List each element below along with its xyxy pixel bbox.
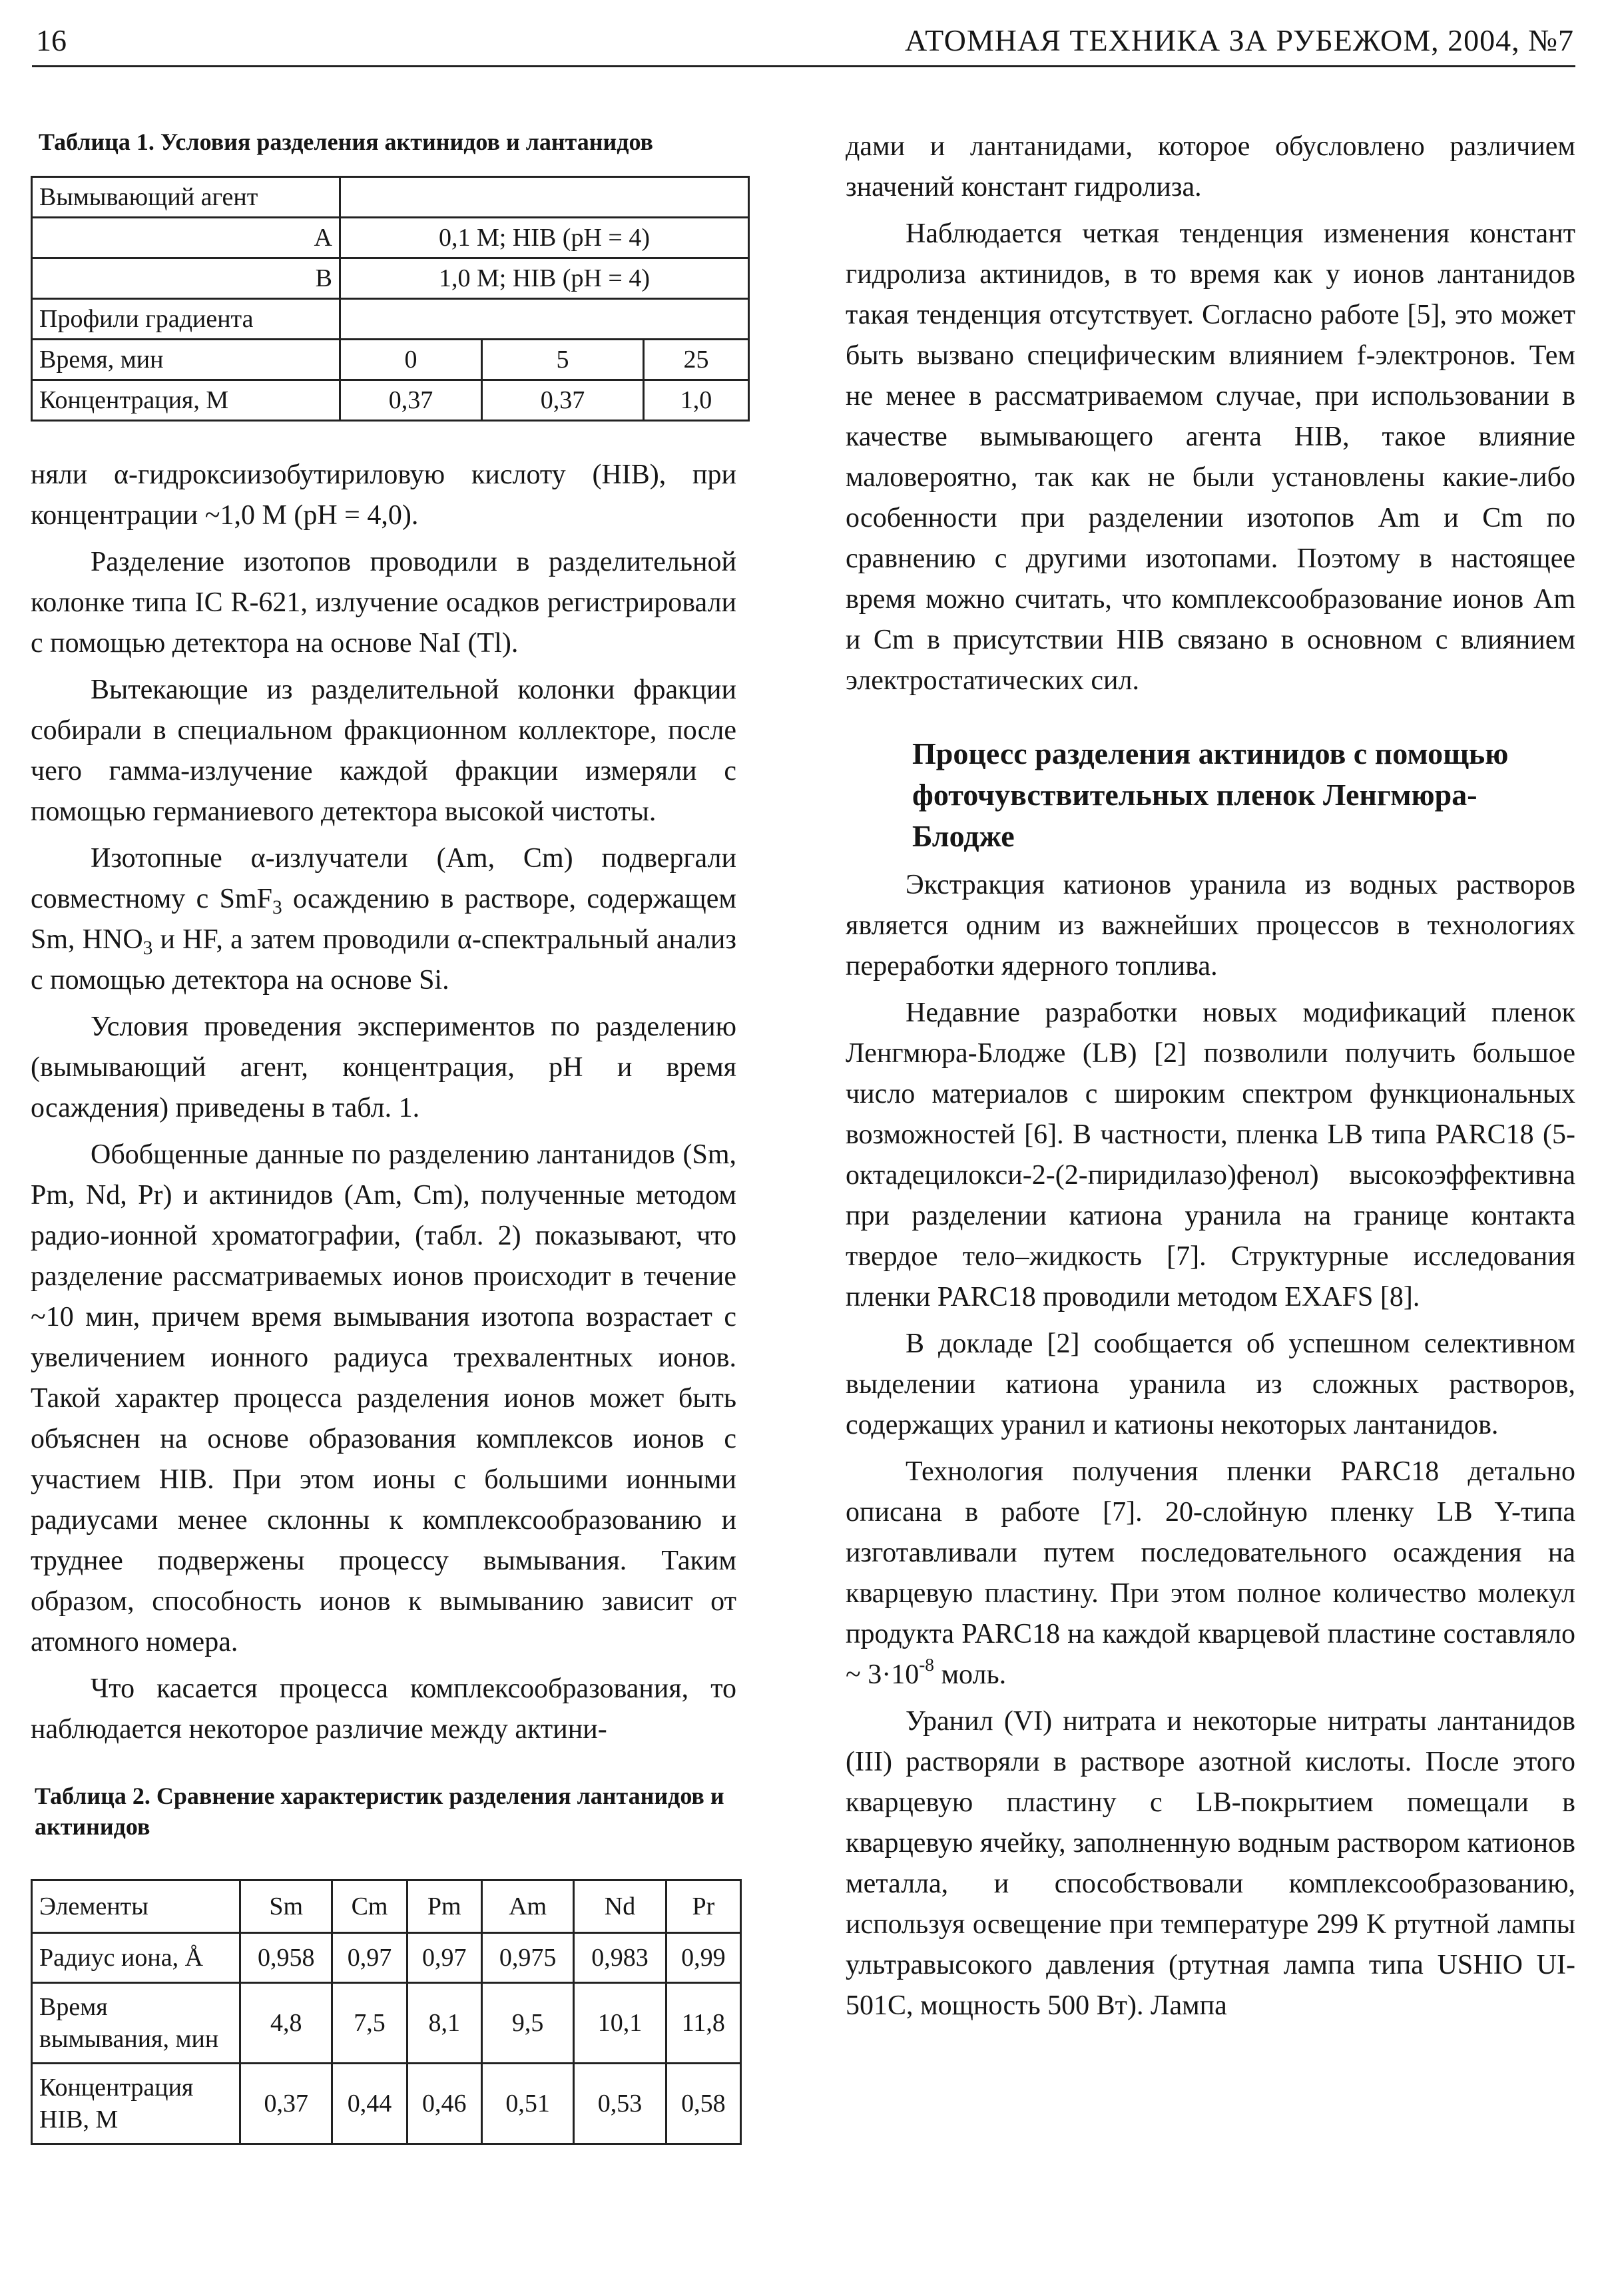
paragraph: Недавние разработки новых модификаций пленок Ленгмюра-Блодже (LB) [2] позволили получить большое число материалов с широким спектром функциональных возможностей [6]. В частности, пленка LB типа PARC18 (5-октадецилокси-2-(2-пиридилазо)фенол) высокоэффективна при разделении катиона уранила на границе контакта твердое тело–жидкость [7]. Структурные исследования пленки PARC18 проводили методом EXAFS [8].	[846, 998, 1575, 1312]
text-run: Изотопные α-излучатели (Am, Cm) подвергали совместному с SmF	[31, 843, 736, 914]
table-cell: Nd	[574, 1880, 666, 1933]
table-row	[32, 218, 749, 258]
table-cell: 1,0 M; HIB (pH = 4)	[340, 258, 749, 299]
table-cell	[340, 299, 749, 340]
table-row	[32, 177, 749, 218]
paragraph: Обобщенные данные по разделению лантанидов (Sm, Pm, Nd, Pr) и актинидов (Am, Cm), полученные методом радио-ионной хроматографии, (табл. 2) показывают, что разделение рассматриваемых ионов происходит в течение ~10 мин, причем время вымывания изотопа возрастает с увеличением ионного радиуса трехвалентных ионов. Такой характер процесса разделения ионов может быть объяснен на основе образования комплексов ионов с участием HIB. При этом ионы с большими ионными радиусами менее склонны к комплексообразованию и труднее подвержены процессу вымывания. Таким образом, способность ионов к вымыванию зависит от атомного номера.	[31, 1139, 736, 1657]
table2	[31, 1879, 742, 2145]
table-cell: 0,37	[240, 2064, 332, 2144]
paragraph	[846, 1452, 1575, 1695]
table-cell: Pr	[666, 1880, 740, 1933]
table-cell: 0,97	[407, 1933, 481, 1983]
table-cell: 9,5	[481, 1983, 573, 2064]
paragraph: Разделение изотопов проводили в разделительной колонке типа IC R-621, излучение осадков регистрировали с помощью детектора на основе NaI (Tl).	[31, 547, 736, 659]
table-cell: 25	[644, 340, 749, 380]
table-cell: Радиус иона, Å	[32, 1933, 240, 1983]
header-rule	[32, 65, 1575, 67]
table-cell: Вымывающий агент	[32, 177, 340, 218]
table-row	[32, 1983, 741, 2064]
table-cell: 5	[482, 340, 644, 380]
table-cell: 8,1	[407, 1983, 481, 2064]
table-cell: 0,51	[481, 2064, 573, 2144]
table-cell: Концентрация, M	[32, 380, 340, 421]
paragraph: Уранил (VI) нитрата и некоторые нитраты лантанидов (III) растворяли в растворе азотной кислоты. После этого кварцевую пластину с LB-покрытием помещали в кварцевую ячейку, заполненную водным раствором катионов металла, и способствовали комплексообразованию, используя освещение при температуре 299 K ртутной лампы ультравысокого давления (ртутная лампа типа USHIO UI-501C, мощность 500 Вт). Лампа	[846, 1706, 1575, 2021]
table-row	[32, 299, 749, 340]
subscript: 3	[142, 937, 153, 959]
table-cell: 10,1	[574, 1983, 666, 2064]
table-cell: 0,975	[481, 1933, 573, 1983]
paragraph	[31, 838, 736, 1001]
table-cell: 0,99	[666, 1933, 740, 1983]
table2-caption: Таблица 2. Сравнение характеристик разделения лантанидов и актинидов	[35, 1783, 724, 1840]
table-cell: 0,46	[407, 2064, 481, 2144]
paragraph: Вытекающие из разделительной колонки фракции собирали в специальном фракционном коллекторе, после чего гамма-излучение каждой фракции измеряли с помощью германиевого детектора высокой чистоты.	[31, 675, 736, 827]
table-cell: 1,0	[644, 380, 749, 421]
table-cell: Время вымывания, мин	[32, 1983, 240, 2064]
page-number: 16	[36, 23, 67, 57]
table-cell: Cm	[332, 1880, 407, 1933]
text-run: моль.	[933, 1659, 1007, 1690]
table-cell: 0	[340, 340, 482, 380]
table1-caption: Таблица 1. Условия разделения актинидов и лантанидов	[39, 129, 653, 155]
paragraph: дами и лантанидами, которое обусловлено различием значений констант гидролиза.	[846, 131, 1575, 202]
table-cell: Sm	[240, 1880, 332, 1933]
table1	[31, 176, 750, 422]
table-cell: A	[32, 218, 340, 258]
text-run: Технология получения пленки PARC18 детально описана в работе [7]. 20-слойную пленку LB Y-типа изготавливали путем последовательного осаждения на кварцевую пластину. При этом полное количество молекул продукта PARC18 на каждой кварцевой пластине составляло ~ 3·10	[846, 1456, 1575, 1690]
table-row	[32, 1880, 741, 1933]
paragraph: В докладе [2] сообщается об успешном селективном выделении катиона уранила из сложных растворов, содержащих уранил и катионы некоторых лантанидов.	[846, 1328, 1575, 1440]
text-run: и HF, а затем проводили α-спектральный анализ с помощью детектора на основе Si.	[31, 924, 736, 996]
table-cell: Элементы	[32, 1880, 240, 1933]
text-run: осаждению в растворе, содержащем Sm, HNO	[31, 884, 736, 955]
table-row	[32, 2064, 741, 2144]
table-cell: 0,97	[332, 1933, 407, 1983]
superscript: -8	[919, 1654, 934, 1675]
table-row	[32, 340, 749, 380]
table-cell: Am	[481, 1880, 573, 1933]
right-column	[846, 127, 1575, 2026]
journal-title: АТОМНАЯ ТЕХНИКА ЗА РУБЕЖОМ, 2004, №7	[904, 23, 1574, 57]
paragraph: няли α-гидроксиизобутириловую кислоту (HIB), при концентрации ~1,0 M (pH = 4,0).	[31, 459, 736, 531]
table-cell: Время, мин	[32, 340, 340, 380]
paragraph: Условия проведения экспериментов по разделению (вымывающий агент, концентрация, pH и время осаждения) приведены в табл. 1.	[31, 1011, 736, 1123]
table-cell: B	[32, 258, 340, 299]
section-title: Процесс разделения актинидов с помощью фоточувствительных пленок Ленгмюра-Блодже	[912, 736, 1509, 853]
table-cell: 0,958	[240, 1933, 332, 1983]
table-cell: 0,983	[574, 1933, 666, 1983]
left-column	[31, 127, 736, 2145]
table-cell: 0,37	[340, 380, 482, 421]
paragraph: Экстракция катионов уранила из водных растворов является одним из важнейших процессов в технологиях переработки ядерного топлива.	[846, 870, 1575, 982]
table-cell: 0,44	[332, 2064, 407, 2144]
table-row	[32, 1933, 741, 1983]
table-cell: Концентрация HIB, M	[32, 2064, 240, 2144]
table-cell: 11,8	[666, 1983, 740, 2064]
subscript: 3	[272, 896, 282, 918]
table-cell	[340, 177, 749, 218]
table-cell: 0,37	[482, 380, 644, 421]
page-header	[36, 20, 1574, 67]
table-cell: Профили градиента	[32, 299, 340, 340]
table-cell: 0,1 M; HIB (pH = 4)	[340, 218, 749, 258]
table-cell: 7,5	[332, 1983, 407, 2064]
table-cell: 0,53	[574, 2064, 666, 2144]
table-row	[32, 380, 749, 421]
paragraph: Наблюдается четкая тенденция изменения констант гидролиза актинидов, в то время как у ионов лантанидов такая тенденция отсутствует. Согласно работе [5], это может быть вызвано специфическим влиянием f-электронов. Тем не менее в рассматриваемом случае, при использовании в качестве вымывающего агента HIB, такое влияние маловероятно, так как не были установлены какие-либо особенности при разделении изотопов Am и Cm по сравнению с другими изотопами. Поэтому в настоящее время можно считать, что комплексообразование ионов Am и Cm в присутствии HIB связано в основном с влиянием электростатических сил.	[846, 218, 1575, 696]
table-cell: Pm	[407, 1880, 481, 1933]
table-cell: 4,8	[240, 1983, 332, 2064]
table-cell: 0,58	[666, 2064, 740, 2144]
paragraph: Что касается процесса комплексообразования, то наблюдается некоторое различие между актини-	[31, 1673, 736, 1745]
table-row	[32, 258, 749, 299]
